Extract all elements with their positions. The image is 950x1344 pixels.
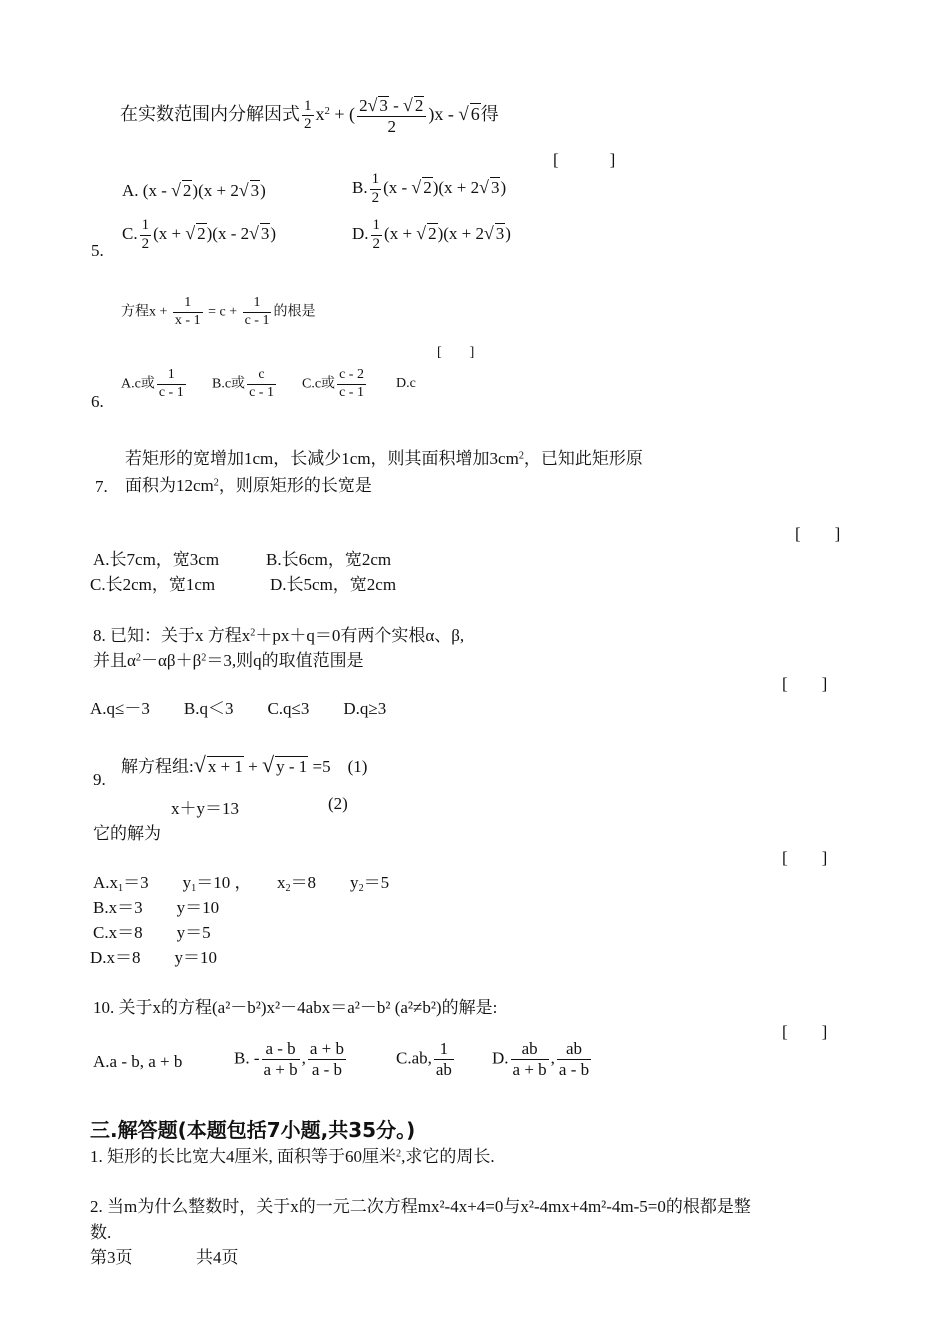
- footer-total-pages: 共4页: [196, 1248, 239, 1267]
- q9-eq1: 解方程组:√ x + 1 + √ y - 1 =5 (1): [121, 752, 368, 777]
- q5-frac-half: $\frac{1}{2}$: [304, 97, 312, 133]
- q9-number: 9.: [93, 770, 106, 789]
- q9-option-b: B.x＝3 y＝10: [93, 898, 220, 917]
- q8-options: A.q≤－3 B.q＜3 C.q≤3 D.q≥3: [90, 699, 387, 718]
- section3-problem-2-line2: 数.: [90, 1223, 112, 1242]
- q10-option-a: A.a - b, a + b: [93, 1052, 183, 1071]
- q5-stem: 在实数范围内分解因式 $\frac{1}{2}$ $x^2$ + ( $\frac{2√ 3 - √ 2}{2}$ )x - √ 6得: [120, 95, 499, 136]
- q9-tail: 它的解为: [93, 824, 161, 843]
- q5-number: 5.: [91, 241, 104, 260]
- q5-frac-coef: $\frac{2√ 3 - √ 2}{2}$: [357, 96, 426, 136]
- q7-option-a: A.长7cm，宽3cm: [93, 550, 220, 569]
- q5-option-b: B. $\frac{1}{2}$ (x - √ 2)(x + 2√ 3): [352, 171, 507, 206]
- q10-option-b: B. - $\frac{a - b}{a + b}$ , $\frac{a + b}{a - b}$: [234, 1039, 345, 1079]
- q6-option-d: D.c: [396, 376, 416, 391]
- q10-bracket: [ ]: [782, 1022, 828, 1041]
- q9-bracket: [ ]: [782, 848, 828, 867]
- q6-option-b: B.c或 $\frac{c}{c - 1}$: [212, 367, 274, 400]
- q5-option-d: D. $\frac{1}{2}$ (x + √ 2)(x + 2√ 3): [352, 217, 511, 252]
- q6-option-a: A.c或 $\frac{1}{c - 1}$: [121, 367, 184, 400]
- q5-stem-end: 得: [480, 103, 499, 124]
- q6-option-c: C.c或 $\frac{c - 2}{c - 1}$: [302, 367, 364, 400]
- section3-problem-1: 1. 矩形的长比宽大4厘米, 面积等于60厘米$^2$,求它的周长.: [90, 1147, 495, 1166]
- q5-bracket: [ ]: [553, 150, 616, 169]
- q7-option-d: D.长5cm，宽2cm: [270, 575, 397, 594]
- q10-option-d: D. $\frac{ab}{a + b}$ , $\frac{ab}{a - b}$: [492, 1039, 590, 1079]
- q5-option-a: A. (x - √ 2)(x + 2√ 3): [122, 180, 266, 200]
- q5-option-c: C. $\frac{1}{2}$ (x + √ 2)(x - 2√ 3): [122, 217, 277, 252]
- q6-stem: 方程x + $\frac{1}{x - 1}$ = c + $\frac{1}{c - 1}$ 的根是: [121, 295, 316, 328]
- q9-option-a: $A.x_1=3$ $y_1=10$ ， $x_2=8$ $y_2=5$: [93, 873, 390, 895]
- q8-bracket: [ ]: [782, 674, 828, 693]
- q5-stem-text: 在实数范围内分解因式: [120, 103, 300, 124]
- q9-eq2-tag: (2): [328, 794, 348, 813]
- q6-number: 6.: [91, 392, 104, 411]
- q10-option-c: C.ab, $\frac{1}{ab}$: [396, 1039, 452, 1079]
- q6-bracket: [ ]: [437, 345, 475, 360]
- q7-option-c: C.长2cm，宽1cm: [90, 575, 216, 594]
- section3-heading: 三.解答题(本题包括7小题,共35分。): [90, 1118, 416, 1142]
- q10-stem: 10. 关于x的方程(a²－b²)x²－4abx＝a²－b² (a²≠b²)的解是:: [93, 998, 498, 1017]
- footer-page-number: 第3页: [90, 1248, 133, 1267]
- q7-option-b: B.长6cm，宽2cm: [266, 550, 392, 569]
- q9-eq2: x＋y＝13: [171, 799, 239, 818]
- section3-problem-2-line1: 2. 当m为什么整数时，关于x的一元二次方程mx²-4x+4=0与x²-4mx+4m²-4m-5=0的根都是整: [90, 1197, 751, 1216]
- q7-bracket: [ ]: [795, 524, 841, 543]
- q7-number: 7.: [95, 477, 108, 496]
- q8-line2: 并且$\alpha^2-\alpha\beta+\beta^2=3$,则q的取值范围是: [93, 651, 364, 670]
- q7-line2: 面积为$12cm^2$，则原矩形的长宽是: [125, 476, 372, 495]
- q9-option-d: D.x＝8 y＝10: [90, 948, 218, 967]
- q8-line1: 8. 已知：关于x 方程$x^2+px+q=0$有两个实根α、β,: [93, 626, 465, 645]
- q7-line1: 若矩形的宽增加1cm，长减少1cm，则其面积增加$3cm^2$，已知此矩形原: [125, 449, 643, 468]
- q9-option-c: C.x＝8 y＝5: [93, 923, 211, 942]
